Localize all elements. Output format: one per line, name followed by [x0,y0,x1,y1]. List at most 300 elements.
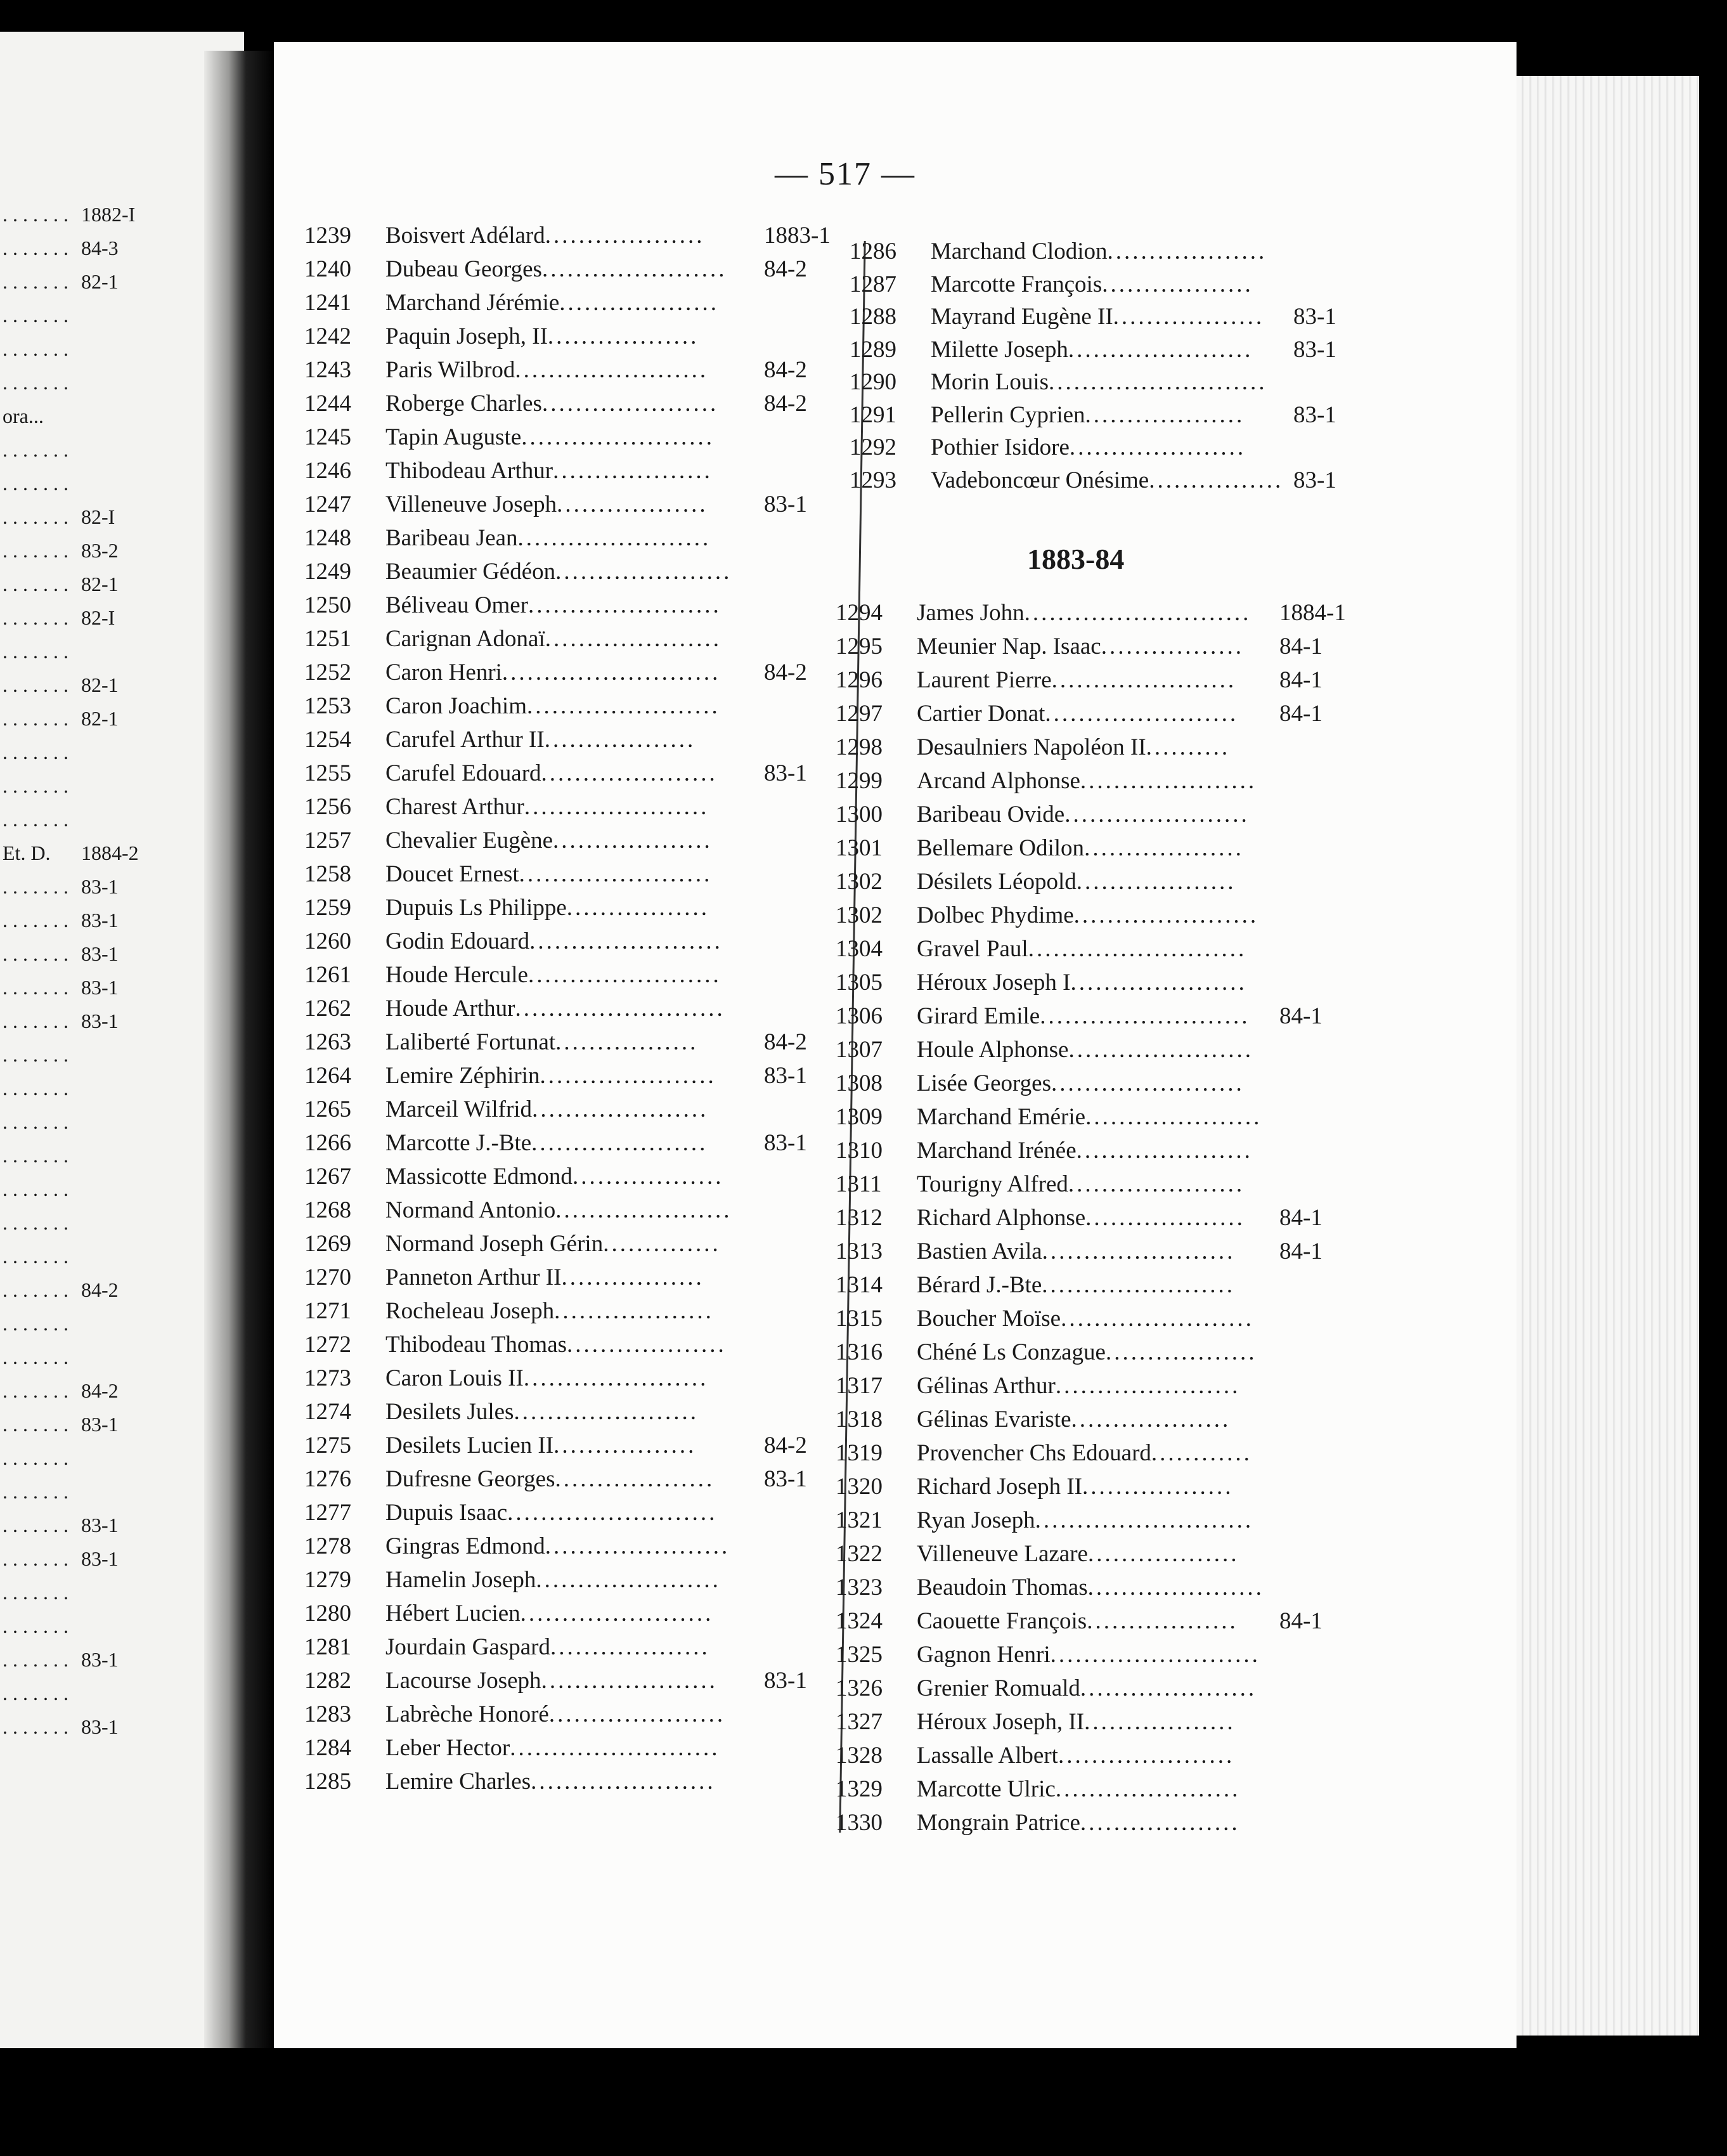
leader-dots: ................. [1101,633,1244,659]
entry-number: 1260 [304,928,351,954]
entry-number: 1295 [836,633,883,659]
left-page-text: . . . . . . . [3,270,68,293]
entry-name-text: Richard Alphonse [917,1205,1086,1231]
entry-name-text: Girard Emile [917,1003,1040,1029]
entry-name [385,1331,727,1358]
entry-name [917,834,1244,862]
leader-dots: .................. [1113,304,1265,330]
entry-name-text: Ryan Joseph [917,1507,1035,1533]
entry-code: 83-1 [764,760,807,786]
entry-code: 84-2 [764,659,807,685]
entry-name-text: Massicotte Edmond [385,1164,572,1190]
leader-dots: ..................... [555,1197,732,1223]
entry-name [385,1129,708,1157]
leader-dots: .................. [572,1164,724,1190]
leader-dots: ..................... [548,1701,726,1727]
leader-dots: ................... [1085,401,1245,428]
left-page-code: 82-I [81,505,115,528]
leader-dots: ..................... [532,1096,709,1122]
entry-name-text: Boucher Moïse [917,1306,1061,1332]
left-page-text: . . . . . . . [3,1413,68,1436]
left-page-text: . . . . . . . [3,573,68,595]
entry-name-text: Mongrain Patrice [917,1810,1080,1836]
entry-name [385,1701,725,1728]
leader-dots: ..................... [531,1130,708,1156]
entry-number: 1267 [304,1164,351,1190]
entry-name-text: Dubeau Georges [385,256,542,282]
entry-number: 1319 [836,1440,883,1466]
entry-number: 1287 [850,271,896,297]
left-page-text: . . . . . . . [3,774,68,797]
entry-number: 1291 [850,401,896,428]
left-page-code: 1882-I [81,203,136,226]
entry-name-text: Milette Joseph [931,336,1068,363]
entry-number: 1272 [304,1332,351,1358]
entry-name-text: Roberge Charles [385,391,542,417]
entry-name [917,1238,1235,1265]
left-page-code: 84-2 [81,1379,119,1402]
entry-code: 84-1 [1279,667,1323,693]
leader-dots: ......................... [1050,1642,1260,1668]
leader-dots: ................... [553,458,713,484]
entry-name [385,256,727,283]
entry-name-text: Carufel Edouard [385,760,541,786]
entry-number: 1297 [836,701,883,727]
entry-number: 1264 [304,1063,351,1089]
entry-number: 1315 [836,1306,883,1332]
entry-number: 1300 [836,802,883,828]
leader-dots: ......................... [515,996,725,1022]
entry-name [917,1137,1253,1164]
entry-number: 1290 [850,369,896,395]
left-page-code: 82-1 [81,673,119,696]
leader-dots: ................... [1084,835,1244,861]
entry-number: 1255 [304,760,351,786]
entry-name-text: Lacourse Joseph [385,1668,541,1694]
leader-dots: ..................... [1080,768,1257,794]
left-page-text: Et. D. [3,841,51,864]
leader-dots: .............. [603,1231,721,1257]
leader-dots: ..................... [1070,970,1247,996]
entry-number: 1316 [836,1339,883,1365]
left-page-text: . . . . . . . [3,1010,68,1032]
entry-name-text: Gingras Edmond [385,1533,545,1559]
entry-number: 1273 [304,1365,351,1391]
entry-number: 1239 [304,223,351,249]
entry-name [917,1809,1240,1836]
entry-name [385,726,695,753]
left-page-code: 83-1 [81,1413,119,1436]
entry-name-text: Dupuis Ls Philippe [385,895,567,921]
entry-name [931,401,1245,429]
leader-dots: ............ [1151,1440,1252,1466]
entry-number: 1268 [304,1197,351,1223]
entry-number: 1263 [304,1029,351,1055]
entry-number: 1310 [836,1138,883,1164]
leader-dots: ..................... [1069,434,1246,460]
entry-name [385,1600,713,1627]
entry-name-text: Carufel Arthur II [385,727,545,753]
entry-name [385,289,719,316]
entry-number: 1314 [836,1272,883,1298]
left-page-text: . . . . . . . [3,371,68,394]
left-page-code: 82-1 [81,707,119,730]
entry-number: 1302 [836,902,883,928]
entry-number: 1323 [836,1575,883,1601]
leader-dots: ...................... [1068,336,1253,363]
left-page-code: 83-1 [81,1715,119,1738]
leader-dots: ......................... [1040,1003,1250,1029]
leader-dots: .......................... [501,659,721,685]
entry-code: 84-2 [764,1432,807,1458]
entry-name-text: Gagnon Henri [917,1642,1051,1668]
entry-name [917,1305,1254,1332]
entry-name-text: Arcand Alphonse [917,768,1080,794]
entry-name-text: Vadeboncœur Onésime [931,467,1149,493]
leader-dots: ...................... [531,1769,716,1795]
leader-dots: ...................... [541,256,727,282]
page-number: — 517 — [775,156,915,192]
entry-name [917,868,1236,895]
entry-name-text: Gélinas Arthur [917,1373,1056,1399]
entry-name [931,467,1283,494]
entry-name [917,1675,1257,1702]
entry-name [385,491,708,518]
entry-number: 1247 [304,491,351,517]
leader-dots: .......................... [1028,936,1247,962]
entry-number: 1289 [850,336,896,363]
entry-name [385,592,721,619]
entry-name [385,1365,708,1392]
leader-dots: ................... [550,1634,710,1660]
entry-name [917,1742,1234,1769]
entry-name [917,1406,1231,1433]
entry-name [385,1398,699,1425]
entry-name-text: Hamelin Joseph [385,1567,536,1593]
leader-dots: ...................... [1055,1776,1241,1802]
left-page-code: 84-3 [81,237,119,259]
left-page-text: . . . . . . . [3,1547,68,1570]
entry-number: 1284 [304,1735,351,1761]
entry-number: 1298 [836,734,883,760]
leader-dots: ...................... [1073,902,1259,928]
entry-name [917,935,1246,963]
entry-number: 1282 [304,1668,351,1694]
left-page-text: . . . . . . . [3,707,68,730]
left-page-code: 83-1 [81,1648,119,1671]
left-page-text: . . . . . . . [3,472,68,495]
left-page-text: . . . . . . . [3,640,68,663]
left-page-text: . . . . . . . [3,438,68,461]
entry-name [917,1776,1240,1803]
left-page-text: . . . . . . . [3,1043,68,1066]
entry-code: 84-1 [1279,1205,1323,1231]
leader-dots: ..................... [1080,1675,1257,1701]
entry-name-text: Morin Louis [931,369,1049,395]
entry-name-text: Héroux Joseph I [917,970,1071,996]
entry-number: 1281 [304,1634,351,1660]
entry-name [385,1062,716,1089]
entry-number: 1244 [304,391,351,417]
entry-code: 83-1 [764,1466,807,1492]
entry-number: 1241 [304,290,351,316]
entry-name-text: Désilets Léopold [917,869,1077,895]
left-page-text: . . . . . . . [3,203,68,226]
entry-number: 1304 [836,936,883,962]
entry-name [917,902,1258,929]
entry-name [917,767,1257,795]
entry-code: 83-1 [1293,304,1336,330]
entry-number: 1311 [836,1171,882,1197]
entry-code: 83-1 [1293,336,1336,363]
entry-name-text: Bérard J.-Bte [917,1272,1042,1298]
entry-name-text: Marchand Clodion [931,238,1108,264]
entry-name [917,1574,1264,1601]
leader-dots: .................. [1082,1474,1234,1500]
leader-dots: ................. [566,895,709,921]
entry-name [385,1465,715,1493]
leader-dots: ..................... [540,1063,716,1089]
entry-number: 1251 [304,626,351,652]
left-page-text: . . . . . . . [3,942,68,965]
entry-name [385,1264,704,1291]
leader-dots: .................. [1084,1709,1236,1735]
entry-number: 1299 [836,768,883,794]
leader-dots: .......................... [1049,369,1267,395]
entry-number: 1278 [304,1533,351,1559]
entry-name-text: Lemire Zéphirin [385,1063,540,1089]
entry-code: 84-1 [1279,1608,1323,1634]
entry-name [917,1641,1260,1668]
leader-dots: ....................... [1042,1272,1236,1298]
entry-name [385,356,708,384]
entry-name-text: Desaulniers Napoléon II [917,734,1146,760]
entry-name-text: Boisvert Adélard [385,223,545,249]
entry-name [385,524,711,552]
leader-dots: ..................... [1076,1138,1253,1164]
entry-name [385,894,709,921]
entry-name-text: Rocheleau Joseph [385,1298,555,1324]
entry-name-text: Paris Wilbrod [385,357,515,383]
entry-code: 83-1 [1293,401,1336,428]
entry-name-text: Panneton Arthur II [385,1264,562,1290]
entry-number: 1285 [304,1769,351,1795]
entry-name-text: Houde Hercule [385,962,528,988]
entry-number: 1330 [836,1810,883,1836]
entry-name-text: Normand Joseph Gérin [385,1231,604,1257]
entry-number: 1312 [836,1205,883,1231]
entry-name [917,1507,1253,1534]
leader-dots: .................. [557,491,708,517]
entry-name-text: Chéné Ls Conzague [917,1339,1106,1365]
entry-name-text: Marcotte Ulric [917,1776,1056,1802]
entry-name [917,1540,1239,1568]
entry-name [917,1003,1250,1030]
leader-dots: ................ [1149,467,1284,493]
entry-number: 1269 [304,1231,351,1257]
entry-number: 1249 [304,559,351,585]
entry-name [385,692,720,720]
leader-dots: ....................... [529,928,723,954]
entry-name [917,599,1251,627]
left-page-code: 84-2 [81,1278,119,1301]
entry-number: 1286 [850,238,896,264]
entry-name-text: Houle Alphonse [917,1037,1069,1063]
entry-number: 1240 [304,256,351,282]
left-page-code: 82-I [81,606,115,629]
leader-dots: ....................... [527,962,721,988]
entry-name-text: Dupuis Isaac [385,1500,508,1526]
leader-dots: ..................... [1058,1743,1235,1769]
entry-number: 1243 [304,357,351,383]
entry-number: 1277 [304,1500,351,1526]
entry-code: 83-1 [764,1063,807,1089]
entry-name-text: Thibodeau Arthur [385,458,553,484]
leader-dots: ...................... [1051,667,1237,693]
entry-number: 1274 [304,1399,351,1425]
entry-name [385,1163,723,1190]
left-page-text: . . . . . . . [3,1211,68,1234]
entry-number: 1259 [304,895,351,921]
entry-name-text: Chevalier Eugène [385,828,553,854]
entry-name-text: Pellerin Cyprien [931,401,1085,428]
left-page-code: 1884-2 [81,841,139,864]
leader-dots: .......... [1146,734,1231,760]
entry-name [917,1103,1262,1131]
entry-name [931,303,1264,330]
entry-number: 1322 [836,1541,883,1567]
entry-number: 1305 [836,970,883,996]
leader-dots: ........................... [1024,600,1252,626]
entry-name-text: Caron Joachim [385,693,527,719]
leader-dots: ................... [553,828,713,854]
page-edges [1509,76,1699,2036]
entry-name-text: Marchand Emérie [917,1104,1086,1130]
left-page-text: . . . . . . . [3,606,68,629]
entry-name-text: Lemire Charles [385,1769,531,1795]
entry-number: 1265 [304,1096,351,1122]
entry-name-text: Godin Edouard [385,928,530,954]
entry-number: 1293 [850,467,896,493]
entry-number: 1254 [304,727,351,753]
entry-name-text: Marceil Wilfrid [385,1096,533,1122]
entry-number: 1279 [304,1567,351,1593]
leader-dots: ....................... [1042,1238,1236,1264]
entry-name-text: Caron Louis II [385,1365,524,1391]
entry-name [917,734,1230,761]
entry-name [385,1029,698,1056]
left-page-code: 82-1 [81,573,119,595]
entry-number: 1253 [304,693,351,719]
entry-number: 1313 [836,1238,883,1264]
entry-name-text: Villeneuve Lazare [917,1541,1088,1567]
entry-code: 84-2 [764,256,807,282]
entry-code: 84-1 [1279,1003,1323,1029]
leader-dots: ...................... [514,1399,699,1425]
entry-name-text: Tapin Auguste [385,424,522,450]
entry-name-text: Baribeau Jean [385,525,518,551]
entry-code: 83-1 [764,491,807,517]
entry-code: 84-1 [1279,701,1323,727]
left-page-code: 83-1 [81,976,119,999]
entry-name [931,434,1246,461]
entry-name-text: Mayrand Eugène II [931,304,1113,330]
entry-number: 1257 [304,828,351,854]
entry-name [917,666,1236,694]
entry-number: 1301 [836,835,883,861]
entry-code: 83-1 [764,1668,807,1694]
entry-name-text: Paquin Joseph, II [385,323,548,349]
entry-name [385,558,732,585]
entry-number: 1307 [836,1037,883,1063]
entry-name [917,1036,1253,1063]
entry-name [931,336,1253,363]
entry-name-text: Marchand Jérémie [385,290,560,316]
entry-name [917,1271,1235,1299]
entry-name [917,1070,1245,1097]
entry-name-text: Charest Arthur [385,794,524,820]
leader-dots: ................... [1085,1205,1245,1231]
leader-dots: .......................... [1035,1507,1254,1533]
left-page-code: 83-2 [81,539,119,562]
entry-number: 1320 [836,1474,883,1500]
left-page-text: . . . . . . . [3,539,68,562]
entry-name-text: Jourdain Gaspard [385,1634,550,1660]
entry-name-text: Gélinas Evariste [917,1406,1071,1432]
entry-name [385,1230,721,1257]
entry-name [385,1297,714,1325]
entry-name-text: Provencher Chs Edouard [917,1440,1151,1466]
leader-dots: ....................... [1045,701,1239,727]
leader-dots: .................. [1087,1541,1239,1567]
entry-number: 1318 [836,1406,883,1432]
entry-number: 1252 [304,659,351,685]
entry-name-text: Lisée Georges [917,1070,1051,1096]
entry-name [931,238,1267,265]
left-page-text: . . . . . . . [3,1446,68,1469]
entry-name-text: Beaudoin Thomas [917,1575,1088,1601]
entry-name-text: Thibodeau Thomas [385,1332,567,1358]
entry-name-text: Carignan Adonaï [385,626,545,652]
left-page-text: . . . . . . . [3,1278,68,1301]
entry-number: 1325 [836,1642,883,1668]
entry-name [385,793,709,821]
leader-dots: .................. [1087,1608,1238,1634]
entry-code: 83-1 [764,1130,807,1156]
left-page-text: . . . . . . . [3,1312,68,1335]
entry-name [385,659,720,686]
entry-number: 1321 [836,1507,883,1533]
entry-number: 1288 [850,304,896,330]
left-page-text: . . . . . . . [3,1480,68,1503]
entry-number: 1246 [304,458,351,484]
left-page-text: . . . . . . . [3,237,68,259]
entry-name [917,1708,1236,1736]
leader-dots: ...................... [536,1567,721,1593]
leader-dots: ..................... [1068,1171,1245,1197]
entry-name [385,1566,721,1594]
entry-code: 84-1 [1279,633,1323,659]
entry-name-text: Hébert Lucien [385,1601,521,1627]
entry-name [385,961,721,989]
entry-number: 1276 [304,1466,351,1492]
left-page-text: . . . . . . . [3,909,68,932]
leader-dots: ....................... [1051,1070,1245,1096]
left-page-text: . . . . . . . [3,1514,68,1536]
entry-name [931,368,1267,396]
leader-dots: ..................... [1087,1575,1264,1601]
entry-name [385,625,721,653]
